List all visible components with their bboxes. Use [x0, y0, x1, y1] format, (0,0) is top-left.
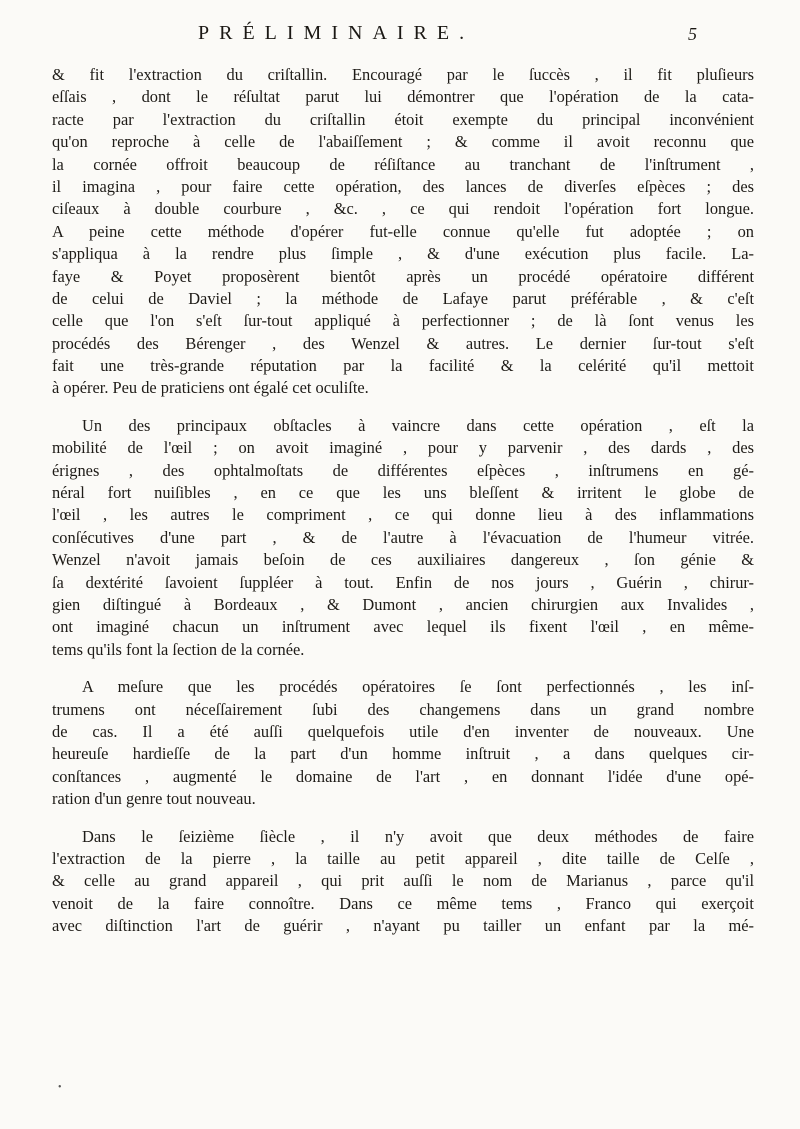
text-line: A peine cette méthode d'opérer fut-elle connue qu'elle fut adoptée ; on — [52, 221, 754, 241]
text-line: ciſeaux à double courbure , &c. , ce qui rendoit l'opération fort longue. — [52, 199, 754, 219]
text-line: faye & Poyet proposèrent bientôt après un procédé opératoire différent — [52, 266, 754, 286]
text-line: fait une très-grande réputation par la facilité & la celérité qu'il mettoit — [52, 356, 754, 376]
ink-speck: • — [58, 1082, 62, 1093]
paragraph — [52, 415, 754, 661]
text-line: conſécutives d'une part , & de l'autre à l'évacuation de l'humeur vitrée. — [52, 527, 754, 547]
text-line: & celle au grand appareil , qui prit auſſi le nom de Marianus , parce qu'il — [52, 871, 754, 891]
text-line: tems qu'ils font la ſection de la cornée. — [52, 639, 305, 659]
text-line: ont imaginé chacun un inſtrument avec lequel ils fixent l'œil , en même- — [52, 617, 754, 637]
text-line: l'œil , les autres le compriment , ce qui donne lieu à des inflammations — [52, 505, 754, 525]
text-line: procédés des Bérenger , des Wenzel & autres. Le dernier ſur-tout s'eſt — [52, 333, 754, 353]
text-line: de celui de Daviel ; la méthode de Lafaye parut préférable , & c'eſt — [52, 288, 754, 308]
text-line: trumens ont néceſſairement ſubi des changemens dans un grand nombre — [52, 699, 754, 719]
text-line: qu'on reproche à celle de l'abaiſſement ; & comme il avoit reconnu que — [52, 132, 754, 152]
text-line: racte par l'extraction du criſtallin étoit exempte du principal inconvénient — [52, 109, 754, 129]
text-line: l'extraction de la pierre , la taille au petit appareil , dite taille de Celſe , — [52, 848, 754, 868]
text-line: Un des principaux obſtacles à vaincre dans cette opération , eſt la — [82, 415, 754, 435]
text-line: A meſure que les procédés opératoires ſe ſont perfectionnés , les inſ- — [82, 677, 754, 697]
text-line: s'appliqua à la rendre plus ſimple , & d'une exécution plus facile. La- — [52, 244, 754, 264]
text-line: il imagina , pour faire cette opération, des lances de diverſes eſpèces ; des — [52, 176, 754, 196]
text-line: de cas. Il a été auſſi quelquefois utile d'en inventer de nouveaux. Une — [52, 721, 754, 741]
text-line: érignes , des ophtalmoſtats de différentes eſpèces , inſtrumens en gé- — [52, 460, 754, 480]
text-line: ſa dextérité ſavoient ſuppléer à tout. Enfin de nos jours , Guérin , chirur- — [52, 572, 754, 592]
text-line: conſtances , augmenté le domaine de l'art , en donnant l'idée d'une opé- — [52, 766, 754, 786]
text-line: celle que l'on s'eſt ſur-tout appliqué à perfectionner ; de là ſont venus les — [52, 311, 754, 331]
text-line: néral fort nuiſibles , en ce que les uns bleſſent & irritent le globe de — [52, 483, 754, 503]
text-line: heureuſe hardieſſe de la part d'un homme inſtruit , a dans quelques cir- — [52, 744, 754, 764]
paragraph — [52, 826, 754, 938]
text-line: venoit de la faire connoître. Dans ce même tems , Franco qui exerçoit — [52, 893, 754, 913]
text-line: la cornée offroit beaucoup de réſiſtance au tranchant de l'inſtrument , — [52, 154, 754, 174]
text-line: gien diſtingué à Bordeaux , & Dumont , ancien chirurgien aux Invalides , — [52, 594, 754, 614]
text-line: & fit l'extraction du criſtallin. Encouragé par le ſuccès , il fit pluſieurs — [52, 65, 754, 84]
text-line: avec diſtinction l'art de guérir , n'ayant pu tailler un enfant par la mé- — [52, 916, 754, 936]
text-line: Dans le ſeizième ſiècle , il n'y avoit que deux méthodes de faire — [82, 826, 754, 846]
text-line: à opérer. Peu de praticiens ont égalé cet oculiſte. — [52, 378, 369, 398]
paragraph — [52, 676, 754, 810]
text-line: eſſais , dont le réſultat parut lui démontrer que l'opération de la cata- — [52, 87, 754, 107]
page-number: 5 — [688, 24, 697, 44]
text-line: Wenzel n'avoit jamais beſoin de ces auxiliaires dangereux , ſon génie & — [52, 550, 754, 570]
text-line: ration d'un genre tout nouveau. — [52, 789, 256, 809]
body-text — [52, 64, 754, 937]
text-line: mobilité de l'œil ; on avoit imaginé , pour y parvenir , des dards , des — [52, 438, 754, 458]
paragraph — [52, 64, 754, 400]
running-title: PRÉLIMINAIRE. — [198, 22, 475, 44]
